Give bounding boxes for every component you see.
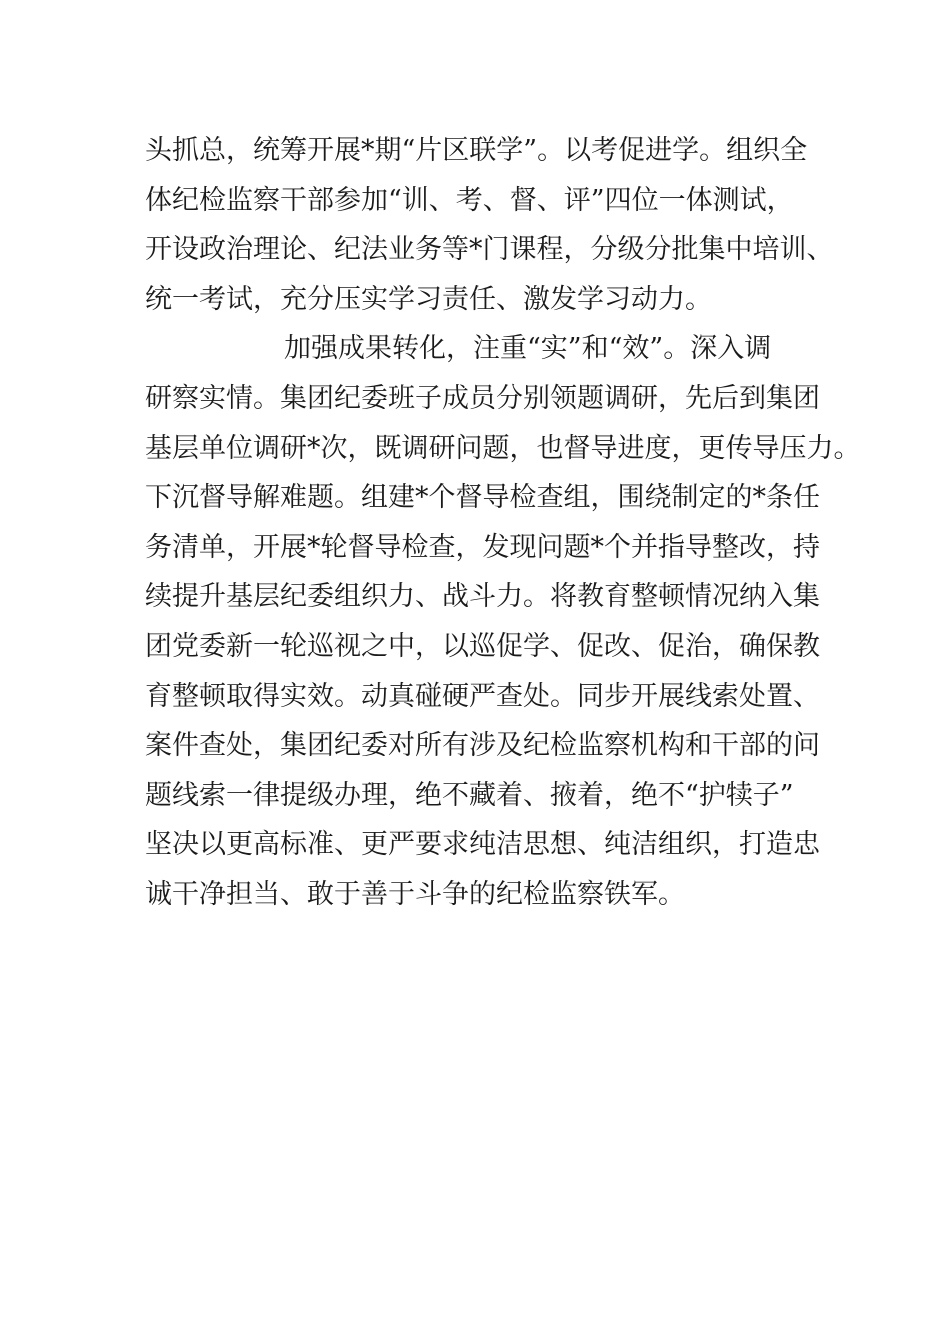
- text-line: 统一考试，充分压实学习责任、激发学习动力。: [145, 283, 712, 315]
- text-line: 体纪检监察干部参加“训、考、督、评”四位一体测试，: [145, 184, 794, 216]
- text-line: 诚干净担当、敢于善于斗争的纪检监察铁军。: [145, 878, 685, 910]
- text-line: 务清单，开展*轮督导检查，发现问题*个并指导整改，持: [145, 531, 820, 563]
- text-line: 基层单位调研*次，既调研问题，也督导进度，更传导压力。: [145, 432, 861, 464]
- text-line: 育整顿取得实效。动真碰硬严查处。同步开展线索处置、: [145, 680, 820, 712]
- body-text: [145, 126, 861, 920]
- text-line: 下沉督导解难题。组建*个督导检查组，围绕制定的*条任: [145, 482, 820, 514]
- text-line: 开设政治理论、纪法业务等*门课程，分级分批集中培训、: [145, 234, 834, 266]
- text-line: 研察实情。集团纪委班子成员分别领题调研，先后到集团: [145, 382, 820, 414]
- text-line: 题线索一律提级办理，绝不藏着、掖着，绝不“护犊子”: [145, 779, 794, 811]
- text-line: 团党委新一轮巡视之中，以巡促学、促改、促治，确保教: [145, 630, 820, 662]
- text-line: 头抓总，统筹开展*期“片区联学”。以考促进学。组织全: [145, 135, 808, 166]
- text-line: 坚决以更高标准、更严要求纯洁思想、纯洁组织，打造忠: [145, 829, 820, 861]
- text-line: 案件查处，集团纪委对所有涉及纪检监察机构和干部的问: [145, 730, 820, 762]
- paragraph-first-line: 加强成果转化，注重“实”和“效”。深入调: [284, 333, 772, 365]
- text-line: 续提升基层纪委组织力、战斗力。将教育整顿情况纳入集: [145, 581, 820, 613]
